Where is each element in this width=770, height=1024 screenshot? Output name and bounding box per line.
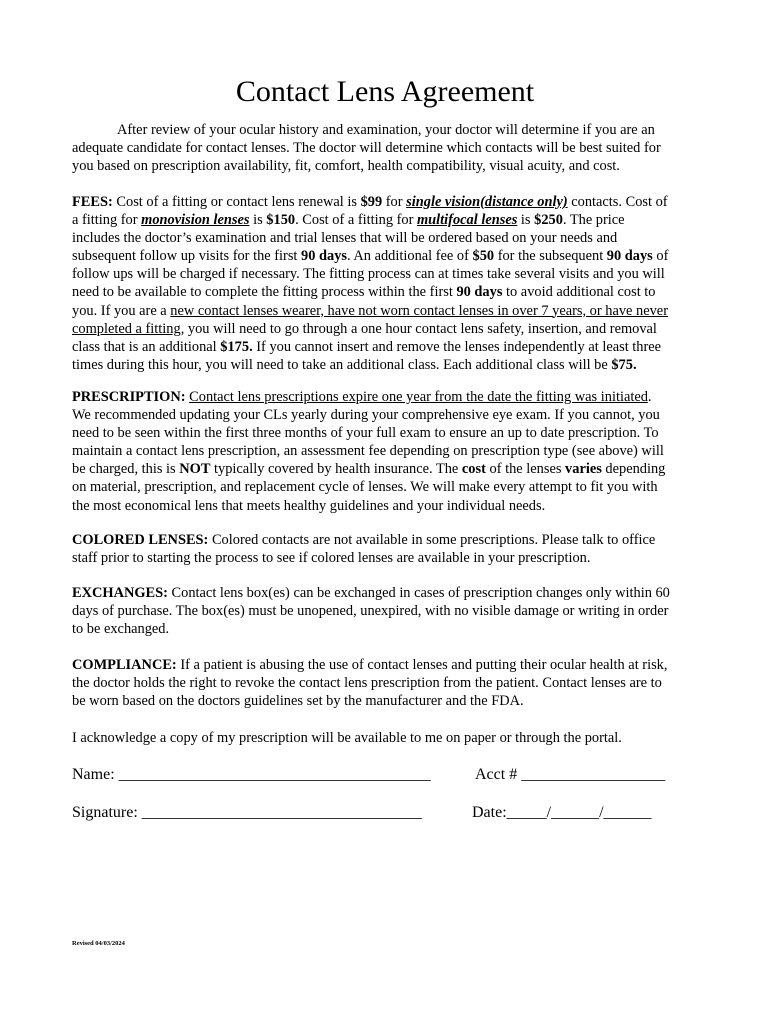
signature-row	[72, 803, 422, 823]
text-line: need to be seen within the first three months of your full exam to ensure an up to date prescription. To	[72, 425, 659, 442]
date-row	[472, 803, 652, 823]
text-run: for the subsequent	[494, 248, 607, 265]
signature-field[interactable]: ___________________________________	[141, 804, 422, 821]
text-run: . Cost of a fitting for	[295, 212, 417, 229]
date-label: Date:	[472, 804, 507, 821]
text-run: Cost of a fitting or contact lens renewal is	[112, 194, 361, 210]
text-run: If a patient is abusing the use of contact lenses and putting their ocular health at risk,	[176, 657, 668, 673]
text-run: If you cannot insert and remove the lenses independently at least three	[252, 338, 662, 355]
text-run: class that is an additional	[72, 338, 221, 355]
underlined-text: Contact lens prescriptions expire one year from the date the fitting was initiated	[189, 389, 648, 405]
page-title: Contact Lens Agreement	[235, 75, 535, 108]
revision-footer: Revised 04/03/2024	[72, 940, 125, 947]
monovision-term: monovision lenses	[141, 212, 250, 229]
text-run: Colored contacts are not available in some prescriptions. Please talk to office	[208, 532, 656, 548]
text-run: subsequent follow up visits for the first	[72, 248, 302, 265]
intro-line: adequate candidate for contact lenses. The doctor will determine which contacts will be best suited for	[72, 140, 661, 157]
acknowledgement	[72, 729, 702, 747]
single-vision-term: single vision(distance only)	[406, 194, 568, 210]
days-90: 90 days	[301, 248, 348, 265]
text-run: . The price	[562, 212, 625, 229]
signature-label: Signature:	[72, 804, 142, 821]
account-label: Acct #	[475, 766, 522, 783]
fee-75: $75.	[611, 356, 637, 373]
text-line: staff prior to starting the process to see if colored lenses are available in your prescription.	[72, 550, 591, 567]
exchanges-section	[72, 584, 702, 638]
text-line: be worn based on the doctors guidelines set by the manufacturer and the FDA.	[72, 693, 524, 710]
text-run: be charged, this is	[72, 461, 180, 478]
compliance-heading: COMPLIANCE:	[72, 657, 177, 673]
fees-heading: FEES:	[72, 194, 113, 210]
text-run: is	[517, 212, 535, 229]
text-run: .	[647, 389, 652, 405]
prescription-heading: PRESCRIPTION:	[72, 389, 186, 405]
text-run: depending	[601, 461, 666, 478]
price-multifocal: $250	[534, 212, 563, 229]
exchanges-heading: EXCHANGES:	[72, 585, 168, 601]
cost-emphasis: cost	[461, 461, 486, 478]
text-run: you. If you are a	[72, 302, 171, 319]
text-run: need to be available to complete the fitting process within the first	[72, 284, 457, 301]
text-line: maintain a contact lens prescription, an assessment fee depending on prescription type (see above) will	[72, 443, 664, 460]
text-line: days of purchase. The box(es) must be unopened, unexpired, with no visible damage or writing in order	[72, 603, 669, 620]
acknowledgement-text: I acknowledge a copy of my prescription will be available to me on paper or through the portal.	[72, 730, 622, 746]
text-run: times during this hour, you will need to take an additional class. Each additional class will be	[72, 356, 612, 373]
text-run: typically covered by health insurance. The	[210, 461, 462, 478]
text-run: to avoid additional cost to	[502, 284, 656, 301]
days-90: 90 days	[606, 248, 653, 265]
text-line: on material, prescription, and replacement cycle of lenses. We will make every attempt to fit you with	[72, 479, 658, 496]
text-run: , you will need to go through a one hour contact lens safety, insertion, and removal	[180, 320, 657, 337]
text-run: a fitting for	[72, 212, 142, 229]
text-line: follow ups will be charged if necessary. The fitting process can at times take several visits and you will	[72, 266, 665, 283]
not-emphasis: NOT	[179, 461, 211, 478]
fee-50: $50	[472, 248, 495, 265]
text-run: for	[382, 194, 407, 210]
name-label: Name:	[72, 766, 119, 783]
price-monovision: $150	[266, 212, 296, 229]
text-run: of the lenses	[485, 461, 566, 478]
name-row	[72, 765, 431, 785]
date-field[interactable]: _____/______/______	[506, 804, 652, 821]
fees-section	[72, 193, 702, 374]
compliance-section	[72, 656, 702, 710]
underlined-text: new contact lenses wearer, have not worn contact lenses in over 7 years, or have never	[170, 302, 668, 319]
colored-lenses-section	[72, 531, 702, 567]
prescription-section	[72, 388, 702, 515]
days-90: 90 days	[456, 284, 503, 301]
text-line: to be exchanged.	[72, 621, 170, 638]
intro-paragraph	[72, 121, 702, 175]
text-run: is	[249, 212, 267, 229]
account-row	[475, 765, 665, 785]
text-line: We recommended updating your CLs yearly during your comprehensive eye exam. If you cannot, you	[72, 407, 660, 424]
text-run: contacts. Cost of	[567, 194, 668, 210]
text-run: of	[652, 248, 669, 265]
underlined-text: completed a fitting	[72, 320, 181, 337]
text-line: the doctor holds the right to revoke the contact lens prescription from the patient. Contact lenses are to	[72, 675, 662, 692]
varies-emphasis: varies	[565, 461, 602, 478]
colored-lenses-heading: COLORED LENSES:	[72, 532, 209, 548]
text-run: . An additional fee of	[347, 248, 473, 265]
text-line: the most economical lens that meets healthy guidelines and your individual needs.	[72, 497, 546, 514]
intro-line: After review of your ocular history and examination, your doctor will determine if you are an	[117, 122, 655, 138]
intro-line: you based on prescription availability, fit, comfort, health compatibility, visual acuity, and cost.	[72, 158, 620, 175]
account-field[interactable]: __________________	[521, 766, 666, 783]
text-line: includes the doctor’s examination and trial lenses that will be ordered based on your needs and	[72, 230, 618, 247]
price-single-vision: $99	[360, 194, 383, 210]
name-field[interactable]: _______________________________________	[118, 766, 431, 783]
multifocal-term: multifocal lenses	[416, 212, 518, 229]
fee-175: $175.	[220, 338, 253, 355]
text-run: Contact lens box(es) can be exchanged in cases of prescription changes only within 60	[167, 585, 670, 601]
